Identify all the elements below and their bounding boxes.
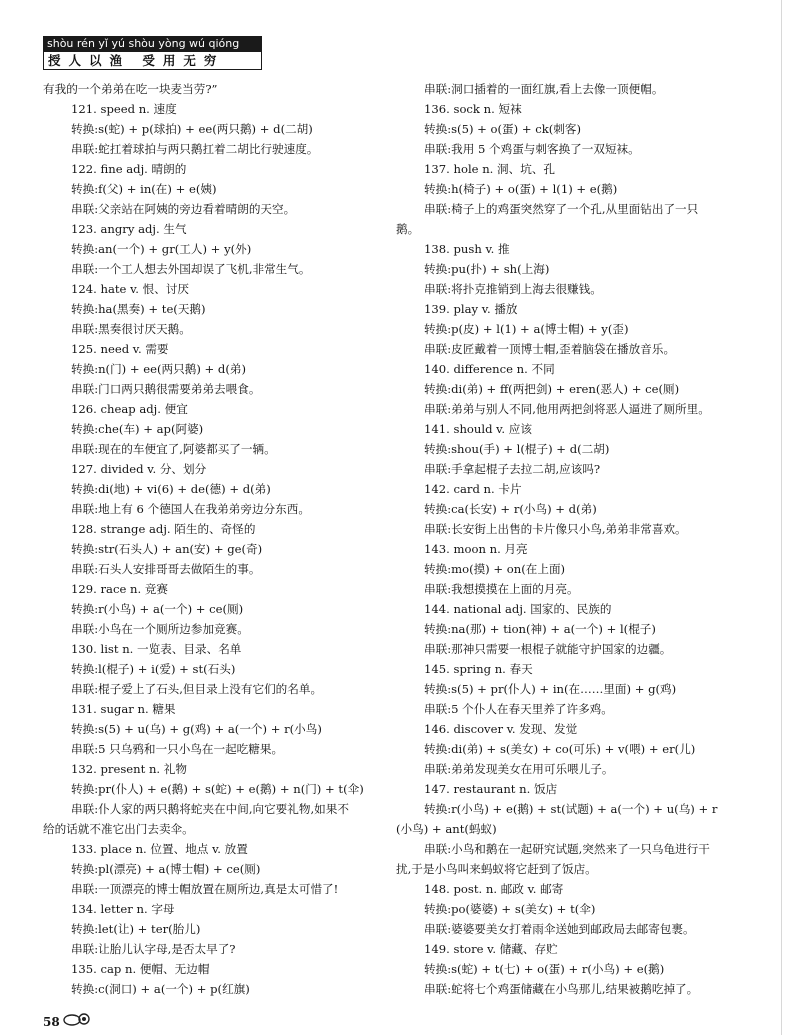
text-line: 137. hole n. 洞、坑、孔 [424,162,556,176]
text-line: 127. divided v. 分、划分 [71,462,207,476]
text-line: 133. place n. 位置、地点 v. 放置 [71,842,248,856]
text-line: 串联:洞口插着的一面红旗,看上去像一顶便帽。 [424,82,664,96]
text-line: 125. need v. 需要 [71,342,169,356]
text-line: 串联:5 只乌鸦和一只小鸟在一起吃糖果。 [71,742,284,756]
text-line: 串联:父亲站在阿姨的旁边看着晴朗的天空。 [71,202,296,216]
text-line: 136. sock n. 短袜 [424,102,522,116]
text-line: 转换:s(5) + u(乌) + g(鸡) + a(一个) + r(小鸟) [71,722,322,736]
text-line: 转换:n(门) + ee(两只鹅) + d(弟) [71,362,246,376]
text-line: 转换:an(一个) + gr(工人) + y(外) [71,242,252,256]
text-line: 串联:一个工人想去外国却误了飞机,非常生气。 [71,262,311,276]
text-line: 串联:小鸟在一个厕所边参加竞赛。 [71,622,249,636]
text-line: 给的话就不准它出门去卖伞。 [43,822,194,836]
text-line: 转换:di(弟) + s(美女) + co(可乐) + v(喂) + er(儿) [424,742,696,756]
text-line: 128. strange adj. 陌生的、奇怪的 [71,522,256,536]
text-line: 串联:棍子爱上了石头,但目录上没有它们的名单。 [71,682,323,696]
text-line: 转换:f(父) + in(在) + e(姨) [71,182,217,196]
text-line: 串联:我用 5 个鸡蛋与刺客换了一双短袜。 [424,142,640,156]
text-line: 141. should v. 应该 [424,422,532,436]
text-line: 转换:ha(黑奏) + te(天鹅) [71,302,206,316]
page-number: 58 [43,1015,60,1029]
text-line: 转换:l(棍子) + i(爱) + st(石头) [71,662,236,676]
text-line: 142. card n. 卡片 [424,482,522,496]
text-line: 鹅。 [396,222,420,236]
text-line: 串联:我想摸摸在上面的月亮。 [424,582,579,596]
right-text-column [396,79,748,999]
text-line: 转换:po(婆婆) + s(美女) + t(伞) [424,902,596,916]
text-line: 143. moon n. 月亮 [424,542,528,556]
left-text-column [43,79,383,999]
text-line: 转换:r(小鸟) + a(一个) + ce(厕) [71,602,244,616]
text-line: 135. cap n. 便帽、无边帽 [71,962,210,976]
text-line: 串联:让胎儿认字母,是否太早了? [71,942,236,956]
text-line: 扰,于是小鸟叫来蚂蚁将它赶到了饭店。 [396,862,597,876]
text-line: 串联:将扑克推销到上海去很赚钱。 [424,282,602,296]
text-line: 转换:s(蛇) + p(球拍) + ee(两只鹅) + d(二胡) [71,122,313,136]
text-line: 131. sugar n. 糖果 [71,702,176,716]
text-line: 转换:na(那) + tion(神) + a(一个) + l(棍子) [424,622,656,636]
text-line: 转换:ca(长安) + r(小鸟) + d(弟) [424,502,597,516]
text-line: 148. post. n. 邮政 v. 邮寄 [424,882,564,896]
text-line: 串联:弟弟发现美女在用可乐喂儿子。 [424,762,614,776]
text-line: 130. list n. 一览表、目录、名单 [71,642,242,656]
text-line: 转换:pl(漂亮) + a(博士帽) + ce(厕) [71,862,261,876]
text-line: 138. push v. 推 [424,242,510,256]
text-line: 122. fine adj. 晴朗的 [71,162,187,176]
page-header-banner [43,36,262,70]
text-line: 146. discover v. 发现、发觉 [424,722,578,736]
text-line: 转换:s(5) + o(蛋) + ck(刺客) [424,122,582,136]
text-line: (小鸟) + ant(蚂蚁) [396,822,497,836]
text-line: 转换:che(车) + ap(阿婆) [71,422,204,436]
text-line: 124. hate v. 恨、讨厌 [71,282,190,296]
text-line: 串联:长安街上出售的卡片像只小鸟,弟弟非常喜欢。 [424,522,687,536]
text-line: 串联:黑奏很讨厌天鹅。 [71,322,191,336]
text-line: 126. cheap adj. 便宜 [71,402,188,416]
text-line: 134. letter n. 字母 [71,902,175,916]
text-line: 串联:地上有 6 个德国人在我弟弟旁边分东西。 [71,502,310,516]
text-line: 转换:let(让) + ter(胎儿) [71,922,201,936]
text-line: 转换:p(皮) + l(1) + a(博士帽) + y(歪) [424,322,629,336]
text-line: 转换:str(石头人) + an(安) + ge(奇) [71,542,263,556]
text-line: 123. angry adj. 生气 [71,222,187,236]
text-line: 147. restaurant n. 饭店 [424,782,558,796]
text-line: 转换:s(蛇) + t(七) + o(蛋) + r(小鸟) + e(鹅) [424,962,665,976]
text-line: 串联:那神只需要一根棍子就能守护国家的边疆。 [424,642,672,656]
text-line: 转换:di(地) + vi(6) + de(德) + d(弟) [71,482,271,496]
text-line: 129. race n. 竞赛 [71,582,169,596]
header-title: 授人以渔 受用无穷 [43,52,262,70]
text-line: 139. play v. 播放 [424,302,518,316]
text-line: 串联:门口两只鹅很需要弟弟去喂食。 [71,382,261,396]
page-edge-line [781,0,782,1035]
publisher-logo-icon [62,1012,92,1026]
text-line: 转换:pu(扑) + sh(上海) [424,262,550,276]
text-line: 串联:皮匠戴着一顶博士帽,歪着脑袋在播放音乐。 [424,342,676,356]
text-line: 串联:一顶漂亮的博士帽放置在厕所边,真是太可惜了! [71,882,339,896]
text-line: 转换:s(5) + pr(仆人) + in(在……里面) + g(鸡) [424,682,677,696]
text-line: 串联:5 个仆人在春天里养了许多鸡。 [424,702,613,716]
text-line: 转换:r(小鸟) + e(鹅) + st(试题) + a(一个) + u(乌) + r [424,802,718,816]
text-line: 串联:现在的车便宜了,阿婆都买了一辆。 [71,442,276,456]
text-line: 转换:pr(仆人) + e(鹅) + s(蛇) + e(鹅) + n(门) + t(伞) [71,782,364,796]
text-line: 转换:h(椅子) + o(蛋) + l(1) + e(鹅) [424,182,618,196]
text-line: 串联:仆人家的两只鹅将蛇夹在中间,向它要礼物,如果不 [71,802,349,816]
text-line: 149. store v. 储藏、存贮 [424,942,558,956]
text-line: 132. present n. 礼物 [71,762,187,776]
text-line: 145. spring n. 春天 [424,662,533,676]
text-line: 144. national adj. 国家的、民族的 [424,602,612,616]
text-line: 串联:椅子上的鸡蛋突然穿了一个孔,从里面钻出了一只 [424,202,699,216]
text-line: 转换:shou(手) + l(棍子) + d(二胡) [424,442,610,456]
header-pinyin: shòu rén yǐ yú shòu yòng wú qióng [43,36,262,52]
text-line: 转换:mo(摸) + on(在上面) [424,562,566,576]
text-line: 140. difference n. 不同 [424,362,555,376]
text-line: 串联:石头人安排哥哥去做陌生的事。 [71,562,261,576]
text-line: 串联:蛇将七个鸡蛋储藏在小鸟那儿,结果被鹅吃掉了。 [424,982,699,996]
text-line: 串联:婆婆要美女打着雨伞送她到邮政局去邮寄包裹。 [424,922,695,936]
text-line: 有我的一个弟弟在吃一块麦当劳?” [43,82,218,96]
text-line: 串联:蛇扛着球拍与两只鹅扛着二胡比行驶速度。 [71,142,319,156]
text-line: 串联:弟弟与别人不同,他用两把剑将恶人逼进了厕所里。 [424,402,710,416]
text-line: 串联:小鸟和鹅在一起研究试题,突然来了一只乌龟进行干 [424,842,710,856]
text-line: 转换:c(洞口) + a(一个) + p(红旗) [71,982,250,996]
text-line: 串联:手拿起棍子去拉二胡,应该吗? [424,462,601,476]
text-line: 转换:di(弟) + ff(两把剑) + eren(恶人) + ce(厕) [424,382,680,396]
text-line: 121. speed n. 速度 [71,102,177,116]
